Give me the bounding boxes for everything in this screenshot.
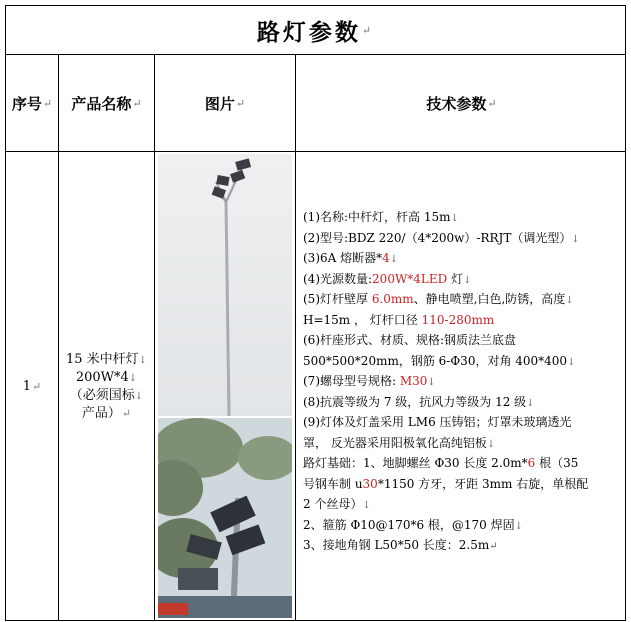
table-title: 路灯参数 ↵	[256, 18, 375, 46]
spec-line: 500*500*20mm，钢筋 6-Φ30，对角 400*400↓	[303, 353, 576, 368]
spec-line: (2)型号:BDZ 220/（4*200w）-RRJT（调光型）↓	[303, 230, 580, 245]
spec-table	[5, 5, 626, 621]
spec-line: (5)灯杆壁厚 6.0mm、静电喷塑,白色,防锈，高度↓	[303, 292, 574, 306]
spec-line: (9)灯体及灯盖采用 LM6 压铸铝；灯罩未玻璃透光	[303, 415, 572, 429]
spec-line: (1)名称:中杆灯，杆高 15m↓	[303, 210, 459, 224]
spec-line: H=15m ， 灯杆口径 110-280mm	[303, 312, 495, 327]
tech-params-list	[303, 208, 623, 557]
spec-line: 2、箍筋 Φ10@170*6 根，@170 焊固↓	[303, 517, 524, 532]
spec-line: 2 个丝母）↓	[303, 497, 371, 511]
header-seq: 序号 ↵	[11, 95, 53, 113]
spec-line: (8)抗震等级为 7 级，抗风力等级为 12 级↓	[303, 394, 535, 409]
spec-line: (4)光源数量:200W*4LED 灯↓	[303, 271, 472, 286]
header-product-name: 产品名称 ↵	[71, 95, 142, 113]
spec-line: 3、接地角钢 L50*50 长度：2.5m↵	[303, 538, 498, 552]
spec-line: 罩， 反光器采用阳极氧化高纯铝板↓	[303, 435, 496, 450]
lamp-closeup-photo	[158, 418, 292, 618]
spec-line: (3)6A 熔断器*4↓	[303, 251, 399, 265]
row-seq: 1 ↵	[22, 378, 42, 394]
spec-line: (7)螺母型号规格: M30↓	[303, 374, 436, 388]
spec-line: 号钢车制 u30*1150 方牙，牙距 3mm 右旋，单根配	[303, 476, 589, 491]
header-tech-params: 技术参数 ↵	[426, 95, 497, 113]
spec-line: (6)杆座形式、材质、规格:钢质法兰底盘	[303, 333, 517, 347]
header-image: 图片 ↵	[204, 95, 246, 113]
spec-line: 路灯基础：1、地脚螺丝 Φ30 长度 2.0m*6 根（35	[303, 456, 579, 470]
pole-photo	[158, 154, 292, 416]
product-name: 15 米中杆灯↓ 200W*4↓ （必须国标↓ 产品）↵	[65, 351, 148, 421]
